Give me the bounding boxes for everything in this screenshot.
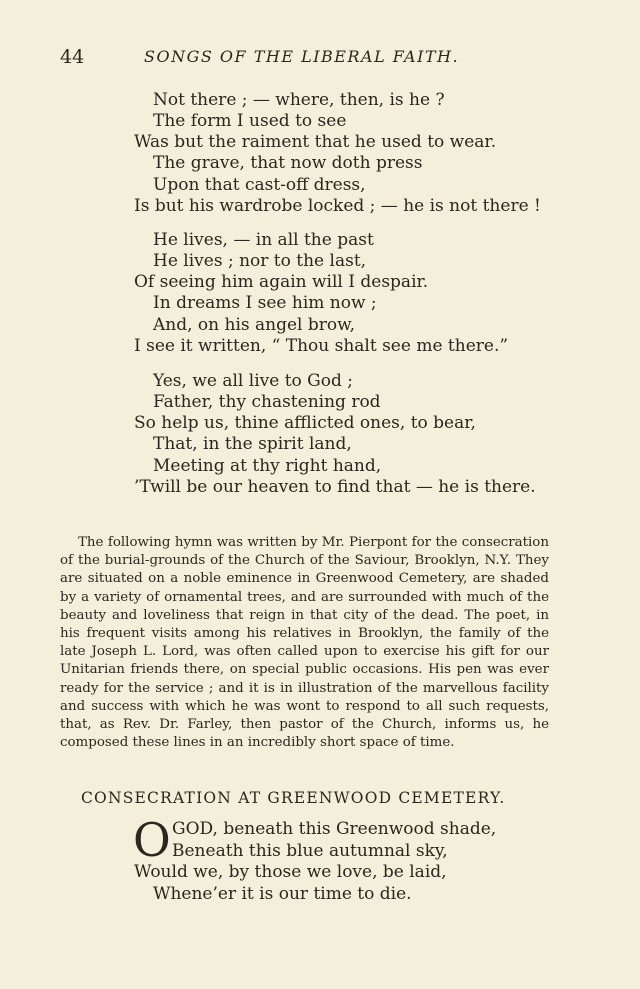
poem-line: Not there ; — where, then, is he ? bbox=[153, 90, 445, 110]
poem-line: Upon that cast-off dress, bbox=[153, 175, 366, 195]
poem-line: That, in the spirit land, bbox=[153, 434, 352, 454]
hymn-title-text: CONSECRATION AT GREENWOOD CEMETERY. bbox=[81, 789, 506, 807]
running-title: SONGS OF THE LIBERAL FAITH. bbox=[144, 47, 460, 66]
poem-line: He lives, — in all the past bbox=[153, 230, 374, 250]
poem-line: Beneath this blue autumnal sky, bbox=[172, 841, 448, 861]
poem-line: Father, thy chastening rod bbox=[153, 392, 381, 412]
poem-line: I see it written, “ Thou shalt see me there.” bbox=[134, 336, 509, 356]
poem-line: So help us, thine afflicted ones, to bear, bbox=[134, 413, 476, 433]
poem-line: The grave, that now doth press bbox=[153, 153, 423, 173]
poem-line: Whene’er it is our time to die. bbox=[153, 884, 412, 904]
page-number: 44 bbox=[60, 46, 85, 68]
poem-line: The form I used to see bbox=[153, 111, 347, 131]
drop-cap: O bbox=[133, 813, 171, 867]
poem-line: Is but his wardrobe locked ; — he is not there ! bbox=[134, 196, 541, 216]
poem-line: In dreams I see him now ; bbox=[153, 293, 377, 313]
poem-line: And, on his angel brow, bbox=[153, 315, 356, 335]
poem-line: Yes, we all live to God ; bbox=[153, 371, 354, 391]
poem-line: ’Twill be our heaven to find that — he is there. bbox=[134, 477, 536, 497]
poem-line: Of seeing him again will I despair. bbox=[134, 272, 429, 292]
poem-line: GOD, beneath this Greenwood shade, bbox=[172, 819, 497, 839]
poem-line: He lives ; nor to the last, bbox=[153, 251, 367, 271]
page-header bbox=[60, 46, 580, 70]
poem-line: Meeting at thy right hand, bbox=[153, 456, 382, 476]
poem-line: Was but the raiment that he used to wear. bbox=[134, 132, 497, 152]
poem-line: Would we, by those we love, be laid, bbox=[134, 862, 447, 882]
hymn-introduction: The following hymn was written by Mr. Pierpont for the consecration of the burial-grounds of the Church of the Saviour, Brooklyn, N.Y. They are situated on a noble eminence in Greenwood Cemetery, are shaded by a variety of ornamental trees, and are surrounded with much of the beauty and loveliness that reign in that city of the dead. The poet, in his frequent visits among his relatives in Brooklyn, the family of the late Joseph L. Lord, was often called upon to exercise his gift for our Unitarian friends there, on special public occasions. His pen was ever ready for the service ; and it is in illustration of the marvellous facility and success with which he was wont to respond to all such requests, that, as Rev. Dr. Farley, then pastor of the Church, informs us, he composed these lines in an incredibly short space of time. bbox=[60, 535, 549, 751]
